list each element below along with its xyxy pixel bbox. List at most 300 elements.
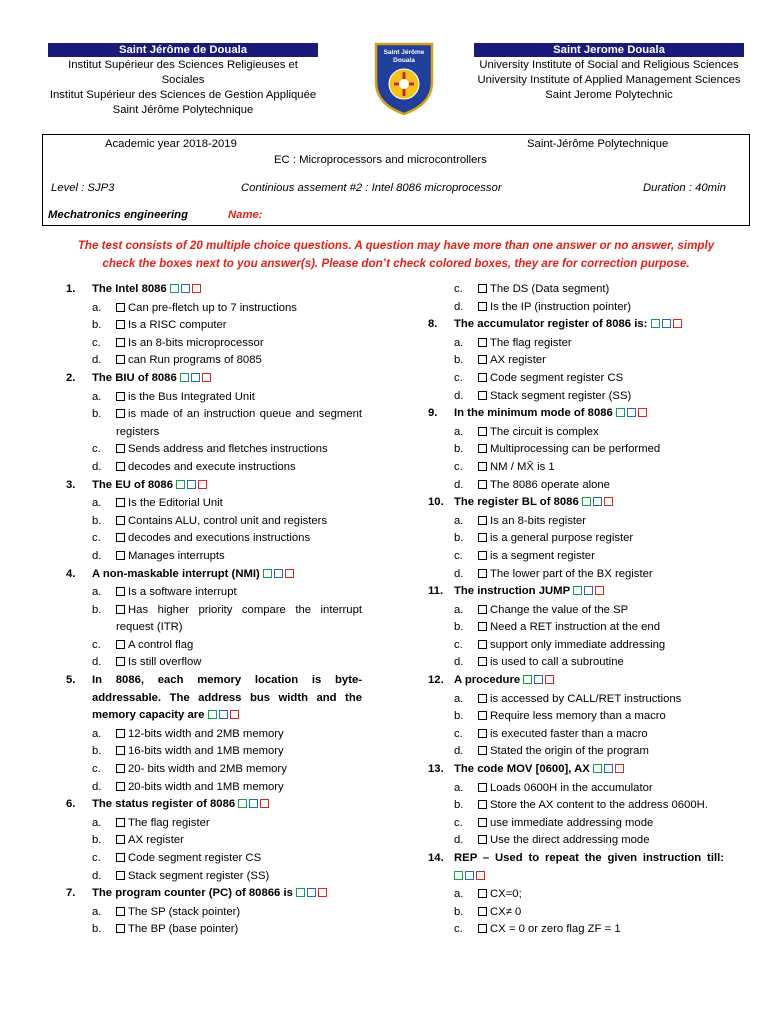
answer-checkbox[interactable] (478, 746, 487, 755)
question-text (66, 370, 362, 389)
answer-option (428, 815, 724, 833)
answer-checkbox[interactable] (116, 338, 125, 347)
answer-option (428, 370, 724, 388)
answer-option (66, 743, 362, 761)
option-letter: c. (92, 443, 101, 456)
answer-checkbox[interactable] (478, 551, 487, 560)
correction-marks (263, 567, 296, 585)
answer-option (66, 904, 362, 922)
correction-box-red (260, 799, 269, 808)
correction-box-red (476, 871, 485, 880)
answer-checkbox[interactable] (478, 800, 487, 809)
correction-box-red (638, 408, 647, 417)
question-prompt: The EU of 8086 (92, 478, 173, 491)
option-text: Is a RISC computer (128, 319, 227, 332)
option-text: can Run programs of 8085 (128, 354, 262, 367)
answer-checkbox[interactable] (116, 640, 125, 649)
option-letter: b. (454, 621, 464, 634)
correction-box-red (192, 284, 201, 293)
option-text: is used to call a subroutine (490, 656, 624, 669)
question-number: 2. (66, 371, 76, 384)
answer-checkbox[interactable] (116, 355, 125, 364)
correction-box-green (616, 408, 625, 417)
option-letter: d. (454, 656, 464, 669)
answer-option (66, 495, 362, 513)
answer-checkbox[interactable] (478, 657, 487, 666)
answer-option (66, 726, 362, 744)
option-text: NM / MX̄ is 1 (490, 460, 555, 473)
answer-checkbox[interactable] (116, 907, 125, 916)
name-label: Name: (228, 209, 263, 221)
option-letter: a. (454, 514, 464, 527)
question-text (66, 566, 362, 585)
option-text: decodes and executions instructions (128, 532, 311, 545)
header-right-line3: Saint Jerome Polytechnic (545, 89, 673, 101)
answer-checkbox[interactable] (116, 551, 125, 560)
answer-checkbox[interactable] (478, 462, 487, 471)
correction-box-green (582, 497, 591, 506)
answer-option (66, 921, 362, 939)
correction-box-green (573, 586, 582, 595)
department: Mechatronics engineering (48, 209, 188, 221)
answer-option (428, 459, 724, 477)
answer-checkbox[interactable] (116, 764, 125, 773)
answer-checkbox[interactable] (478, 640, 487, 649)
correction-box-red (545, 675, 554, 684)
option-letter: c. (92, 638, 101, 651)
answer-option (428, 352, 724, 370)
option-letter: c. (454, 371, 463, 384)
academic-year: Academic year 2018-2019 (105, 138, 237, 150)
option-letter: b. (92, 408, 102, 421)
correction-box-green (593, 764, 602, 773)
answer-option (428, 424, 724, 442)
option-text: Change the value of the SP (490, 603, 629, 616)
correction-box-blue (219, 710, 228, 719)
correction-marks (170, 282, 203, 300)
answer-option (428, 691, 724, 709)
header-right (474, 43, 744, 103)
answer-checkbox[interactable] (116, 303, 125, 312)
answer-option (428, 566, 724, 584)
option-text: is made of an instruction queue and segment registers (116, 408, 362, 438)
option-text: use immediate addressing mode (490, 816, 654, 829)
option-letter: a. (454, 603, 464, 616)
correction-box-blue (187, 480, 196, 489)
question-prompt: In 8086, each memory location is byte-addressable. The address bus width and the memory capacity are (92, 674, 362, 722)
option-text: 12-bits width and 2MB memory (128, 727, 284, 740)
option-text: The circuit is complex (490, 425, 599, 438)
answer-option (428, 388, 724, 406)
answer-checkbox[interactable] (478, 694, 487, 703)
question-text (66, 672, 362, 726)
answer-checkbox[interactable] (478, 427, 487, 436)
option-text: AX register (128, 834, 184, 847)
answer-checkbox[interactable] (478, 284, 487, 293)
answer-option (66, 779, 362, 797)
option-letter: d. (454, 300, 464, 313)
correction-box-blue (662, 319, 671, 328)
answer-option (428, 726, 724, 744)
answer-option (428, 743, 724, 761)
correction-box-red (615, 764, 624, 773)
option-text: decodes and execute instructions (128, 460, 296, 473)
question-prompt: A non-maskable interrupt (NMI) (92, 567, 260, 580)
answer-option (66, 530, 362, 548)
option-text: Stated the origin of the program (490, 745, 649, 758)
option-letter: a. (92, 390, 102, 403)
answer-checkbox[interactable] (478, 480, 487, 489)
option-text: 20- bits width and 2MB memory (128, 763, 287, 776)
option-letter: b. (454, 710, 464, 723)
correction-box-red (198, 480, 207, 489)
answer-checkbox[interactable] (478, 533, 487, 542)
exam-info-box (42, 134, 750, 226)
answer-checkbox[interactable] (478, 605, 487, 614)
option-text: Stack segment register (SS) (128, 869, 270, 882)
option-letter: b. (454, 799, 464, 812)
answer-option (428, 441, 724, 459)
course-title: EC : Microprocessors and microcontrollers (274, 154, 487, 166)
option-letter: d. (92, 656, 102, 669)
answer-checkbox[interactable] (478, 516, 487, 525)
question-10 (428, 494, 724, 583)
school-logo (372, 42, 436, 116)
answer-option (66, 513, 362, 531)
correction-marks (238, 797, 271, 815)
correction-box-blue (249, 799, 258, 808)
correction-marks (651, 317, 684, 335)
correction-box-blue (191, 373, 200, 382)
answer-checkbox[interactable] (478, 889, 487, 898)
answer-checkbox[interactable] (478, 924, 487, 933)
answer-checkbox[interactable] (478, 622, 487, 631)
option-text: AX register (490, 354, 546, 367)
option-text: Code segment register CS (128, 852, 262, 864)
option-text: Is still overflow (128, 656, 202, 669)
correction-marks (616, 406, 649, 424)
answer-option (66, 441, 362, 459)
instructions-line2: check the boxes next to you answer(s). Please don’t check colored boxes, they are for correction purpose. (102, 257, 690, 270)
question-2 (66, 370, 362, 477)
correction-box-red (595, 586, 604, 595)
answer-option (428, 886, 724, 904)
option-text: CX = 0 or zero flag ZF = 1 (490, 923, 621, 936)
option-letter: a. (454, 425, 464, 438)
instructions-line1: The test consists of 20 multiple choice questions. A question may have more than one answer or no answer, simply (77, 239, 715, 252)
correction-marks (454, 869, 487, 887)
header-left-bar: Saint Jérôme de Douala (48, 43, 318, 57)
answer-checkbox[interactable] (116, 587, 125, 596)
option-text: Store the AX content to the address 0600H. (490, 799, 708, 812)
answer-checkbox[interactable] (116, 818, 125, 827)
correction-marks (296, 886, 329, 904)
answer-option (428, 513, 724, 531)
correction-box-blue (534, 675, 543, 684)
answer-checkbox[interactable] (116, 871, 125, 880)
answer-option (66, 868, 362, 886)
answer-option (428, 281, 724, 299)
correction-box-green (170, 284, 179, 293)
option-letter: a. (92, 816, 102, 829)
correction-marks (180, 371, 213, 389)
option-text: The flag register (490, 336, 572, 349)
header-right-bar: Saint Jerome Douala (474, 43, 744, 57)
option-text: Multiprocessing can be performed (490, 443, 661, 456)
option-text: Manages interrupts (128, 549, 225, 562)
question-prompt: The register BL of 8086 (454, 496, 579, 509)
option-text: Is an 8-bits register (490, 514, 587, 527)
question-prompt: In the minimum mode of 8086 (454, 407, 613, 420)
answer-checkbox[interactable] (116, 782, 125, 791)
answer-option (66, 832, 362, 850)
option-letter: b. (454, 905, 464, 918)
option-letter: d. (454, 567, 464, 580)
option-letter: d. (92, 549, 102, 562)
correction-box-green (238, 799, 247, 808)
option-letter: c. (454, 816, 463, 829)
question-number: 9. (428, 407, 438, 420)
option-letter: c. (92, 336, 101, 349)
header-left-line3: Saint Jérôme Polytechnique (112, 104, 254, 116)
question-prompt: The status register of 8086 (92, 798, 236, 811)
correction-marks (593, 762, 626, 780)
answer-option (66, 317, 362, 335)
question-text (66, 281, 362, 300)
question-number: 7. (66, 887, 76, 900)
answer-checkbox[interactable] (116, 853, 125, 862)
option-text: The DS (Data segment) (490, 283, 610, 295)
question-text (428, 405, 724, 424)
correction-box-green (263, 569, 272, 578)
option-text: Sends address and fletches instructions (128, 443, 328, 456)
option-letter: d. (92, 869, 102, 882)
answer-option (428, 619, 724, 637)
option-letter: b. (454, 532, 464, 545)
option-text: is a segment register (490, 549, 595, 562)
correction-marks (176, 478, 209, 496)
option-letter: b. (92, 603, 102, 616)
option-text: Is the Editorial Unit (128, 497, 223, 510)
answer-option (428, 780, 724, 798)
answer-checkbox[interactable] (478, 783, 487, 792)
answer-option (66, 335, 362, 353)
option-letter: a. (454, 336, 464, 349)
option-text: Contains ALU, control unit and registers (128, 514, 328, 527)
question-text (428, 316, 724, 335)
answer-checkbox[interactable] (478, 835, 487, 844)
answer-option (66, 637, 362, 655)
correction-box-green (523, 675, 532, 684)
correction-box-blue (307, 888, 316, 897)
answer-option (66, 548, 362, 566)
option-text: A control flag (128, 638, 194, 651)
assessment-title: Continious assement #2 : Intel 8086 microprocessor (241, 182, 502, 194)
answer-option (428, 530, 724, 548)
option-text: 16-bits width and 1MB memory (128, 745, 284, 758)
correction-box-red (673, 319, 682, 328)
question-7 (428, 281, 724, 316)
option-text: Loads 0600H in the accumulator (490, 781, 653, 794)
option-letter: b. (454, 443, 464, 456)
answer-option (66, 584, 362, 602)
correction-box-blue (604, 764, 613, 773)
instructions (42, 237, 750, 273)
answer-checkbox[interactable] (478, 818, 487, 827)
question-text (66, 885, 362, 904)
answer-option (428, 299, 724, 317)
option-letter: a. (454, 692, 464, 705)
option-text: is accessed by CALL/RET instructions (490, 692, 682, 705)
answer-checkbox[interactable] (478, 569, 487, 578)
option-text: Is the IP (instruction pointer) (490, 300, 632, 313)
answer-option (66, 300, 362, 318)
answer-checkbox[interactable] (478, 907, 487, 916)
question-text (428, 761, 724, 780)
question-number: 12. (428, 674, 444, 687)
option-letter: c. (454, 460, 463, 473)
question-12 (428, 672, 724, 761)
answer-checkbox[interactable] (116, 444, 125, 453)
answer-option (428, 921, 724, 939)
option-letter: a. (454, 781, 464, 794)
option-letter: b. (92, 514, 102, 527)
answer-checkbox[interactable] (478, 373, 487, 382)
question-text (428, 672, 724, 691)
option-letter: c. (92, 763, 101, 776)
header-right-line1: University Institute of Social and Religious Sciences (479, 59, 739, 71)
answer-option (66, 654, 362, 672)
answer-checkbox[interactable] (116, 835, 125, 844)
option-letter: a. (92, 586, 102, 599)
answer-checkbox[interactable] (116, 924, 125, 933)
option-letter: b. (92, 319, 102, 332)
answer-option (66, 352, 362, 370)
answer-option (428, 654, 724, 672)
option-letter: a. (92, 727, 102, 740)
answer-option (428, 548, 724, 566)
option-letter: d. (92, 460, 102, 473)
question-prompt: The code MOV [0600], AX (454, 763, 590, 776)
answer-checkbox[interactable] (116, 605, 125, 614)
option-text: is a general purpose register (490, 532, 634, 545)
answer-checkbox[interactable] (478, 711, 487, 720)
answer-checkbox[interactable] (116, 498, 125, 507)
answer-option (428, 335, 724, 353)
name-field[interactable] (269, 209, 729, 223)
answer-checkbox[interactable] (478, 729, 487, 738)
option-text: CX=0; (490, 888, 522, 901)
header-left-line1: Institut Supérieur des Sciences Religieuses et Sociales (68, 59, 298, 86)
correction-marks (523, 673, 556, 691)
answer-checkbox[interactable] (116, 392, 125, 401)
question-7 (66, 885, 362, 939)
answer-checkbox[interactable] (478, 338, 487, 347)
option-text: support only immediate addressing (490, 638, 666, 651)
question-text (66, 796, 362, 815)
option-text: Need a RET instruction at the end (490, 621, 660, 634)
answer-checkbox[interactable] (116, 516, 125, 525)
answer-checkbox[interactable] (116, 729, 125, 738)
answer-checkbox[interactable] (116, 533, 125, 542)
question-number: 14. (428, 852, 444, 864)
answer-checkbox[interactable] (116, 320, 125, 329)
correction-box-red (318, 888, 327, 897)
option-text: Has higher priority compare the interrupt request (ITR) (116, 603, 362, 634)
question-6 (66, 796, 362, 885)
correction-marks (208, 708, 241, 726)
correction-box-blue (627, 408, 636, 417)
question-3 (66, 477, 362, 566)
question-number: 5. (66, 674, 76, 687)
option-letter: c. (454, 923, 463, 936)
option-text: The SP (stack pointer) (128, 905, 241, 918)
option-letter: d. (92, 354, 102, 367)
answer-checkbox[interactable] (116, 409, 125, 418)
option-text: The lower part of the BX register (490, 567, 653, 580)
answer-option (428, 904, 724, 922)
correction-box-blue (465, 871, 474, 880)
correction-box-green (208, 710, 217, 719)
option-letter: c. (92, 852, 101, 864)
header-right-line2: University Institute of Applied Management Sciences (477, 74, 741, 86)
svg-text:Saint Jérôme: Saint Jérôme (383, 49, 425, 56)
answer-checkbox[interactable] (478, 444, 487, 453)
answer-checkbox[interactable] (478, 302, 487, 311)
answer-option (66, 602, 362, 637)
question-prompt: The instruction JUMP (454, 585, 570, 598)
option-letter: c. (454, 283, 463, 295)
option-letter: d. (454, 389, 464, 402)
question-5 (66, 672, 362, 796)
level: Level : SJP3 (51, 182, 115, 194)
option-letter: b. (92, 834, 102, 847)
answer-option (428, 602, 724, 620)
question-text (66, 477, 362, 496)
option-text: is the Bus Integrated Unit (128, 390, 255, 403)
answer-option (428, 477, 724, 495)
answer-checkbox[interactable] (478, 391, 487, 400)
question-4 (66, 566, 362, 673)
option-text: The flag register (128, 816, 210, 829)
correction-marks (582, 495, 615, 513)
questions-column-right (428, 281, 724, 939)
option-letter: d. (92, 780, 102, 793)
question-text (428, 583, 724, 602)
correction-box-red (230, 710, 239, 719)
option-letter: d. (454, 745, 464, 758)
correction-box-green (176, 480, 185, 489)
answer-checkbox[interactable] (478, 355, 487, 364)
option-text: Is a software interrupt (128, 586, 237, 599)
option-letter: c. (454, 727, 463, 740)
answer-option (66, 459, 362, 477)
correction-box-green (180, 373, 189, 382)
answer-checkbox[interactable] (116, 462, 125, 471)
answer-checkbox[interactable] (116, 657, 125, 666)
question-number: 13. (428, 763, 444, 776)
svg-text:Douala: Douala (393, 57, 415, 64)
question-prompt: The Intel 8086 (92, 283, 167, 295)
answer-option (66, 761, 362, 779)
question-9 (428, 405, 724, 494)
correction-box-blue (584, 586, 593, 595)
question-14 (428, 850, 724, 939)
duration: Duration : 40min (643, 182, 726, 194)
option-letter: b. (92, 923, 102, 936)
correction-marks (573, 584, 606, 602)
answer-checkbox[interactable] (116, 746, 125, 755)
